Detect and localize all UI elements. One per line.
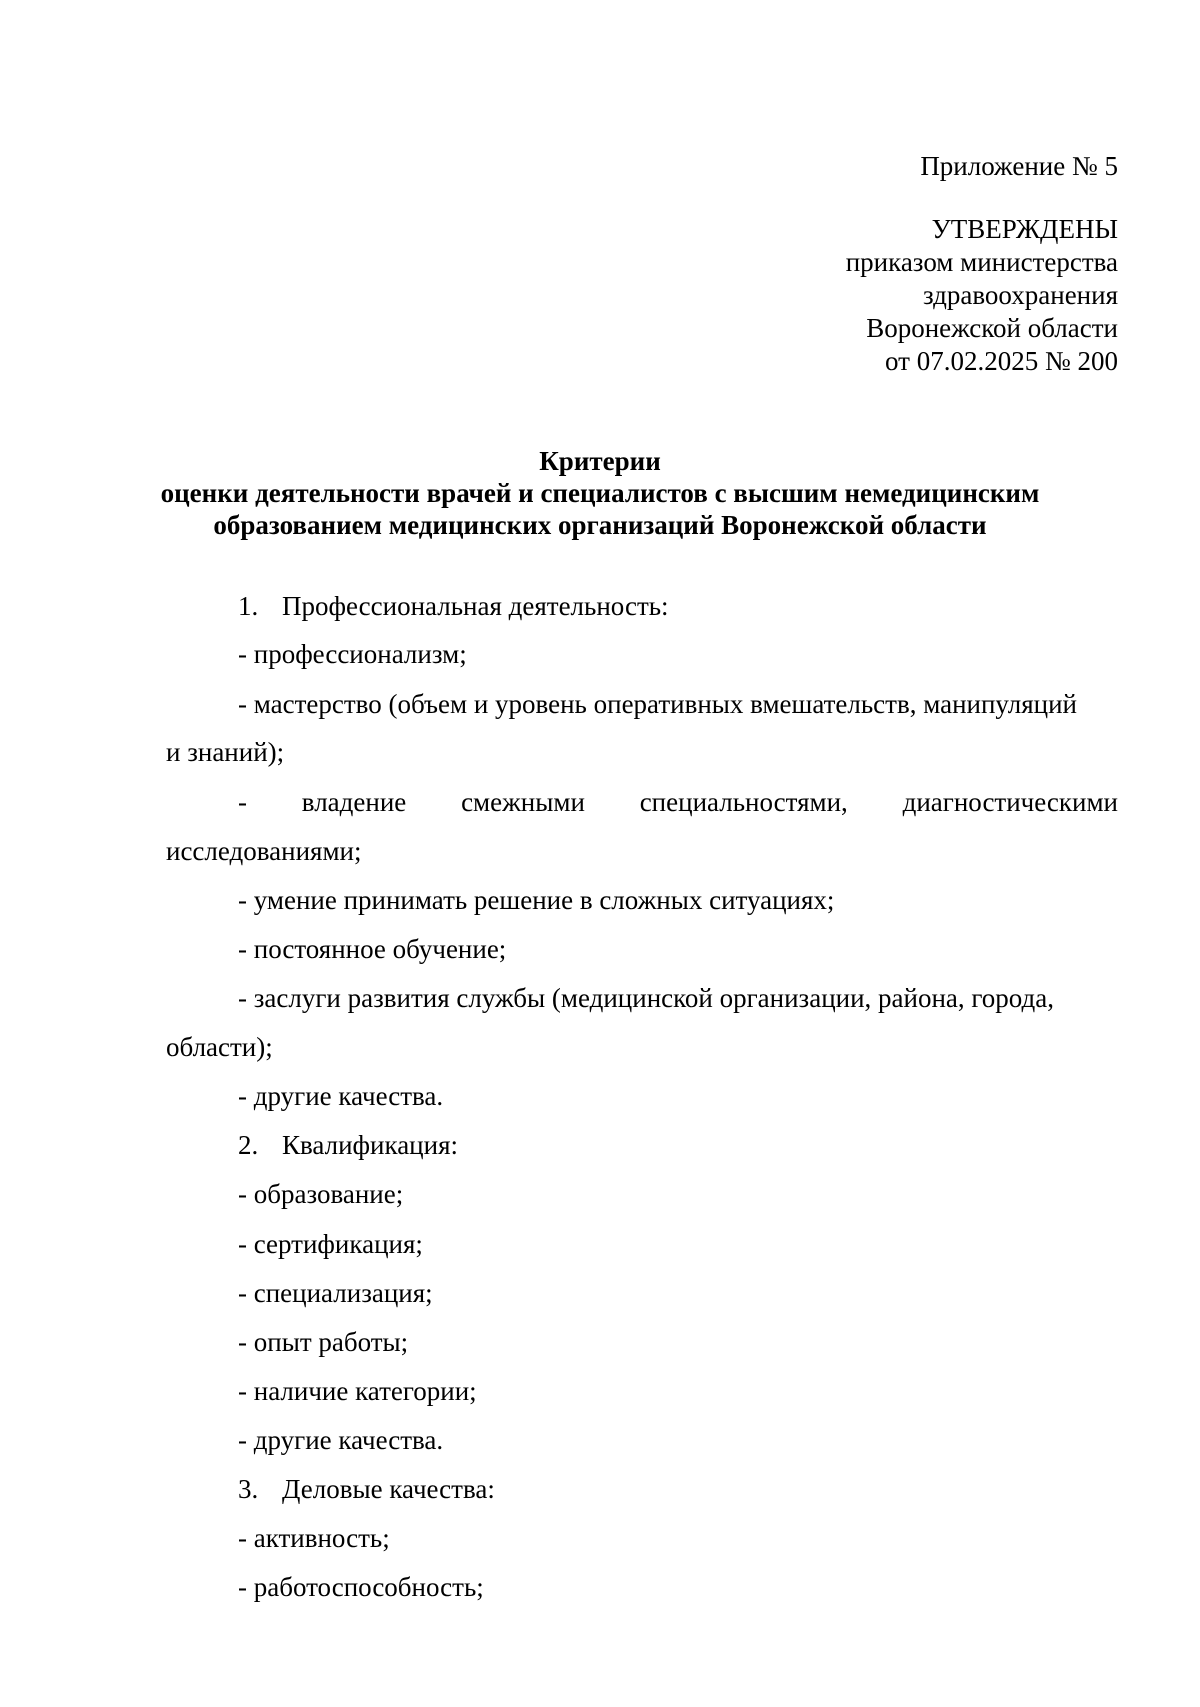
list-item: - постоянное обучение; (238, 934, 507, 964)
title-line-1: Критерии (539, 446, 661, 476)
list-item: - образование; (238, 1179, 404, 1209)
title-line-3: образованием медицинских организаций Воронежской области (213, 510, 987, 540)
list-item-justified-2 (238, 982, 1118, 1014)
word: - (238, 787, 247, 817)
list-item: - опыт работы; (238, 1327, 409, 1357)
word: владение (301, 787, 407, 817)
section-heading-2 (238, 1129, 458, 1161)
word: смежными (461, 787, 585, 817)
approved-date: от 07.02.2025 № 200 (885, 346, 1118, 376)
approved-by-line-2: здравоохранения (922, 280, 1118, 310)
appendix-label (518, 150, 1118, 183)
list-item-justified (238, 786, 1118, 818)
list-item: - мастерство (объем и уровень оперативных вмешательств, манипуляций (238, 689, 1077, 719)
approved-by-line-1: приказом министерства (845, 247, 1118, 277)
section-title: Профессиональная деятельность: (282, 591, 669, 621)
section-title: Квалификация: (282, 1130, 459, 1160)
list-item: - другие качества. (238, 1425, 444, 1455)
list-item: - сертификация; (238, 1229, 423, 1259)
list-item-continuation: области); (166, 1032, 273, 1062)
list-item: - работоспособность; (238, 1572, 484, 1602)
list-item: - специализация; (238, 1278, 433, 1308)
section-title: Деловые качества: (282, 1474, 495, 1504)
section-number: 1. (238, 591, 259, 621)
list-item: - заслуги развития службы (медицинской организации, района, города, (238, 983, 1054, 1013)
title-line-2: оценки деятельности врачей и специалистов с высшим немедицинским (160, 478, 1040, 508)
list-item: - активность; (238, 1523, 390, 1553)
approval-block (518, 213, 1118, 378)
list-item: - другие качества. (238, 1081, 444, 1111)
list-item: - наличие категории; (238, 1376, 477, 1406)
section-heading-1 (238, 590, 669, 622)
appendix-number: Приложение № 5 (920, 151, 1118, 181)
section-number: 3. (238, 1474, 259, 1504)
word: диагностическими (902, 787, 1118, 817)
list-item-continuation: исследованиями; (166, 836, 362, 866)
approved-stamp: УТВЕРЖДЕНЫ (931, 214, 1118, 244)
list-item: - профессионализм; (238, 639, 467, 669)
approved-by-line-3: Воронежской области (866, 313, 1118, 343)
document-title (100, 445, 1100, 541)
word: специальностями, (639, 787, 848, 817)
section-number: 2. (238, 1130, 259, 1160)
list-item: - умение принимать решение в сложных ситуациях; (238, 885, 835, 915)
section-heading-3 (238, 1473, 495, 1505)
list-item-continuation: и знаний); (166, 737, 285, 767)
